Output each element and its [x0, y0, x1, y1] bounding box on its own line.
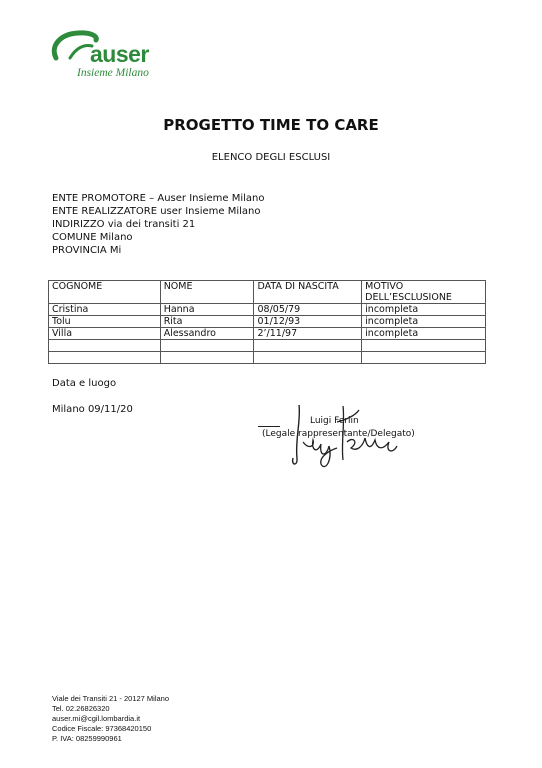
- logo-brand-text: auser: [90, 41, 149, 67]
- header-motivo-line1: MOTIVO: [365, 281, 404, 292]
- info-ente-realizzatore: ENTE REALIZZATORE user Insieme Milano: [52, 206, 261, 217]
- table-row: [49, 316, 486, 328]
- place-date: Milano 09/11/20: [52, 404, 133, 415]
- cell-data-nascita: 2’/11/97: [254, 328, 362, 340]
- cell-data-nascita: 08/05/79: [254, 304, 362, 316]
- header-nome: NOME: [160, 281, 254, 304]
- signer-role: (Legale rappresentante/Delegato): [262, 429, 415, 439]
- header-motivo: [362, 281, 486, 304]
- header-motivo-line2: DELL’ESCLUSIONE: [365, 292, 452, 303]
- header-cognome: COGNOME: [49, 281, 161, 304]
- footer-contacts: [52, 694, 169, 744]
- header-data-nascita: DATA DI NASCITA: [254, 281, 362, 304]
- cell-data-nascita: 01/12/93: [254, 316, 362, 328]
- cell-cognome: Cristina: [49, 304, 161, 316]
- cell-nome: Hanna: [160, 304, 254, 316]
- signature-line: [258, 426, 280, 427]
- auser-logo: [50, 28, 170, 84]
- info-provincia: PROVINCIA Mi: [52, 245, 122, 256]
- table-row: [49, 340, 486, 352]
- cell-cognome: [49, 352, 161, 364]
- cell-nome: Rita: [160, 316, 254, 328]
- cell-nome: Alessandro: [160, 328, 254, 340]
- signer-name: Luigi Ferlin: [310, 416, 359, 426]
- table-row: [49, 328, 486, 340]
- cell-motivo: [362, 340, 486, 352]
- info-ente-promotore: ENTE PROMOTORE – Auser Insieme Milano: [52, 193, 265, 204]
- cell-cognome: Tolu: [49, 316, 161, 328]
- footer-address: Viale dei Transiti 21 - 20127 Milano: [52, 694, 170, 703]
- document-subtitle: ELENCO DEGLI ESCLUSI: [211, 152, 331, 163]
- cell-motivo: [362, 352, 486, 364]
- info-comune: COMUNE Milano: [52, 232, 133, 243]
- cell-motivo: incompleta: [362, 316, 486, 328]
- handwritten-signature: [285, 400, 400, 475]
- footer-partita-iva: P. IVA: 08259990961: [52, 734, 122, 743]
- document-title: PROGETTO TIME TO CARE: [163, 116, 379, 134]
- table-row: [49, 304, 486, 316]
- cell-cognome: [49, 340, 161, 352]
- cell-nome: [160, 340, 254, 352]
- table-header-row: [49, 281, 486, 304]
- organization-info: [52, 192, 264, 257]
- cell-nome: [160, 352, 254, 364]
- data-luogo-label: Data e luogo: [52, 378, 117, 389]
- cell-data-nascita: [254, 352, 362, 364]
- footer-codice-fiscale: Codice Fiscale: 97368420150: [52, 724, 152, 733]
- table-row: [49, 352, 486, 364]
- cell-data-nascita: [254, 340, 362, 352]
- footer-phone: Tel. 02.26826320: [52, 704, 110, 713]
- cell-cognome: Villa: [49, 328, 161, 340]
- cell-motivo: incompleta: [362, 304, 486, 316]
- info-indirizzo: INDIRIZZO via dei transiti 21: [52, 219, 196, 230]
- excluded-table: [48, 280, 486, 364]
- footer-email: auser.mi@cgil.lombardia.it: [52, 714, 141, 723]
- logo-subtitle: Insieme Milano: [77, 67, 149, 79]
- cell-motivo: incompleta: [362, 328, 486, 340]
